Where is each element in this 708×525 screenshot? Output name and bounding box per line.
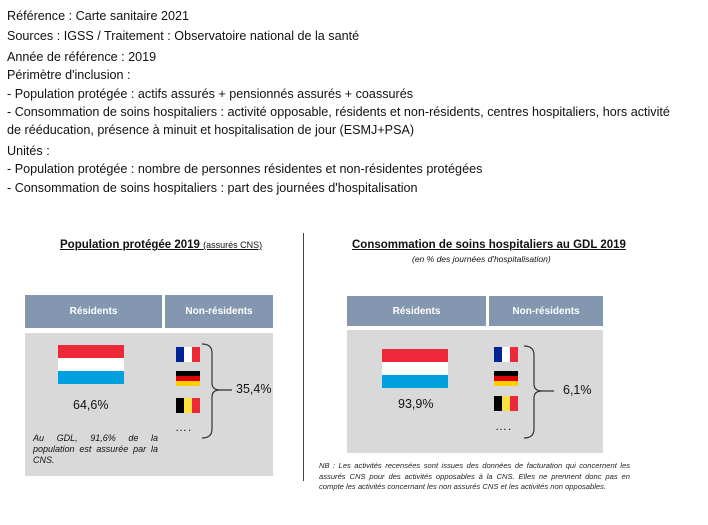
germany-flag-icon: [176, 371, 200, 386]
header-block: [7, 7, 701, 197]
left-residents-header: Résidents: [25, 295, 162, 328]
sources-line: Sources : IGSS / Traitement : Observatoire national de la santé: [7, 29, 360, 44]
belgium-flag-icon: [176, 398, 200, 413]
right-nonresidents-header: Non-résidents: [489, 296, 603, 326]
left-panel-title-note: (assurés CNS): [203, 240, 263, 250]
left-brace-icon: [200, 343, 232, 439]
left-coverage-note: Au GDL, 91,6% de la population est assurée par la CNS.: [33, 433, 158, 465]
units-title: Unités :: [7, 143, 50, 158]
right-more-dots: ….: [495, 419, 513, 433]
left-panel-title-text: Population protégée 2019: [60, 239, 200, 251]
panel-divider: [303, 233, 304, 481]
right-brace-icon: [522, 345, 554, 439]
right-panel-title: Consommation de soins hospitaliers au GDL 2019: [352, 239, 626, 251]
germany-flag-icon-2: [494, 371, 518, 386]
year-line: Année de référence : 2019: [7, 49, 157, 64]
left-panel-title: [60, 239, 262, 251]
perimeter-line-1: - Population protégée : actifs assurés + pensionnés assurés + coassurés: [7, 86, 414, 101]
left-more-dots: ….: [175, 420, 193, 434]
luxembourg-flag-icon: [58, 345, 124, 384]
perimeter-title: Périmètre d'inclusion :: [7, 68, 131, 83]
perimeter-line-2: - Consommation de soins hospitaliers : activité opposable, résidents et non-résidents, centres hospitaliers, hors activité: [7, 105, 670, 120]
france-flag-icon: [176, 347, 200, 362]
right-panel-subtitle: (en % des journées d'hospitalisation): [412, 254, 551, 264]
right-residents-header: Résidents: [347, 296, 486, 326]
belgium-flag-icon-2: [494, 396, 518, 411]
units-line-1: - Population protégée : nombre de personnes résidentes et non-résidentes protégées: [7, 162, 483, 177]
left-residents-value: 64,6%: [73, 398, 109, 412]
left-nonresidents-header: Non-résidents: [165, 295, 273, 328]
perimeter-line-3: de rééducation, présence à minuit et hospitalisation de jour (ESMJ+PSA): [7, 123, 415, 138]
right-residents-value: 93,9%: [398, 397, 434, 411]
reference-line: Référence : Carte sanitaire 2021: [7, 9, 190, 23]
luxembourg-flag-icon-2: [382, 349, 448, 388]
france-flag-icon-2: [494, 347, 518, 362]
left-nonresidents-value: 35,4%: [236, 382, 272, 396]
units-line-2: - Consommation de soins hospitaliers : part des journées d'hospitalisation: [7, 180, 418, 195]
right-nb-note: NB : Les activités recensées sont issues des données de facturation qui concernent les assurés CNS pour des activités opposables à la CNS. Elles ne prennent donc pas en compte les activités concernant les non assurés CNS et les activités non opposables.: [319, 461, 630, 491]
right-nonresidents-value: 6,1%: [563, 383, 592, 397]
